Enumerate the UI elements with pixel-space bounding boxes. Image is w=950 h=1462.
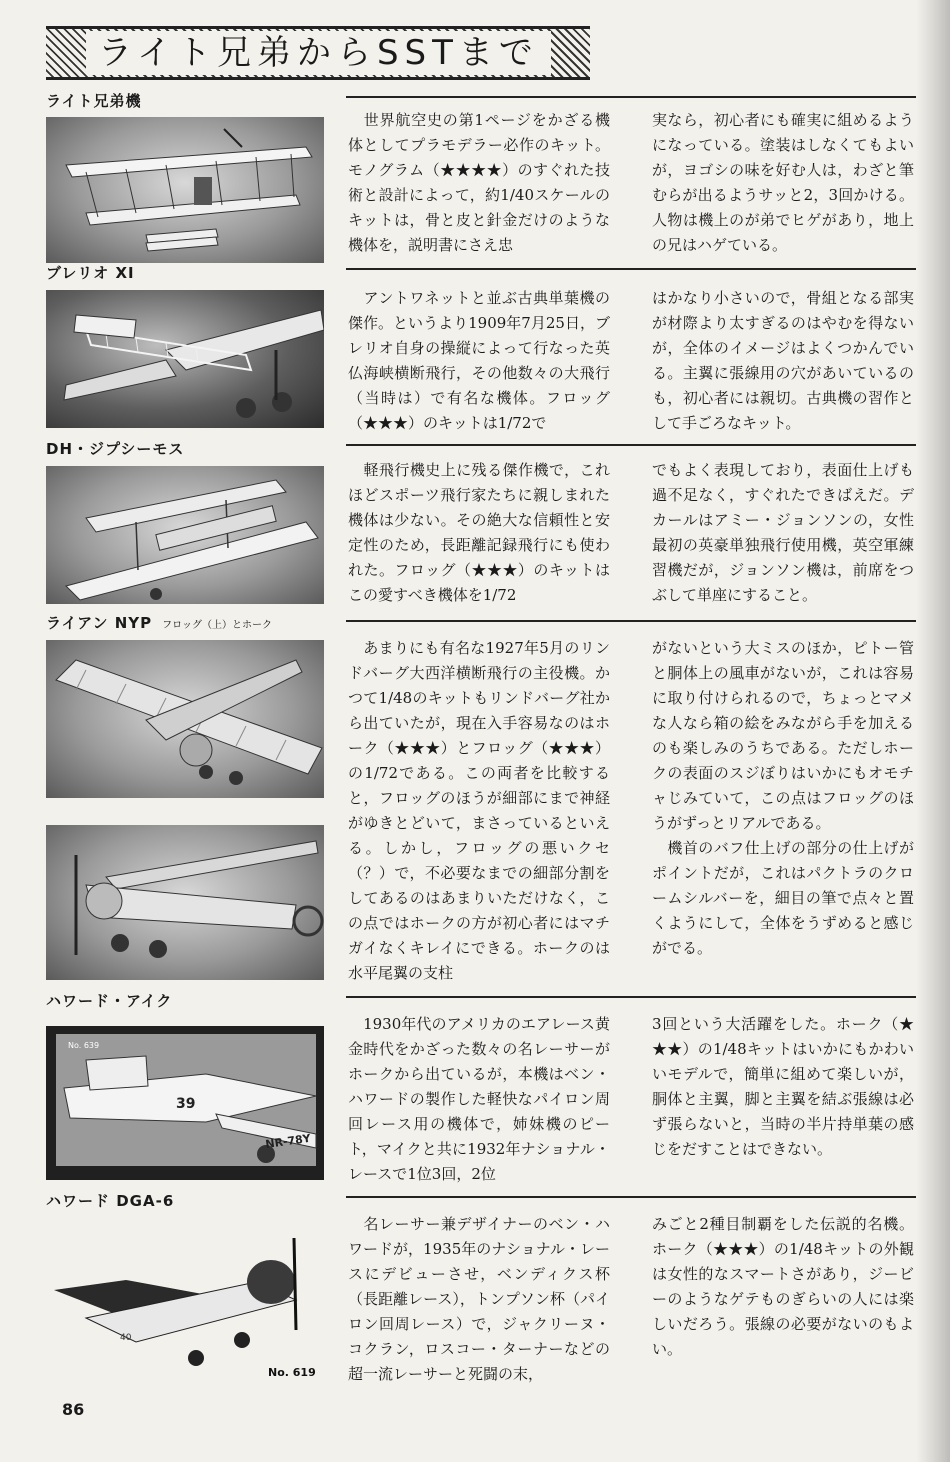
text-col-1: 軽飛行機史上に残る傑作機で，これほどスポーツ飛行家たちに親しまれた機体は少ない。その絶大な信頼性と安定性のため，長距離記録飛行にも使われた。フロッグ（★★★）のキットはこの愛すべき機体を1/72: [348, 461, 610, 604]
photo-howard-dga6: [46, 1230, 324, 1380]
caption-howard-ike: ハワード・アイク: [46, 992, 173, 1010]
text-col-1: 名レーサー兼デザイナーのベン・ハワードが，1935年のナショナル・レースにデビューさせ，ベンディクス杯（長距離レース），トンプソン杯（パイロン回周レース）で，ジャクリーヌ・コクラン，ロスコー・ターナーなどの超一流レーサーと死闘の末，: [348, 1215, 610, 1383]
photo-bleriot: [46, 290, 324, 428]
text-col-2: でもよく表現しており，表面仕上げも過不足なく，すぐれたできばえだ。デカールはアミー・ジョンソンの，女性最初の英豪単独飛行使用機，英空軍練習機だが，ジョンソン機は，前席をつぶして単座にすること。: [652, 461, 914, 604]
photo-label: No. 639: [68, 1041, 100, 1050]
caption-wright-flyer: ライト兄弟機: [46, 92, 142, 110]
photo-label: No. 619: [268, 1366, 316, 1379]
text-col-2: 実なら，初心者にも確実に組めるようになっている。塗装はしなくてもよいが，ヨゴシの味を好む人は，わざと筆むらが出るようサッと2，3回かける。人物は機上のが弟でヒゲがあり，地上の兄はハゲている。: [652, 111, 914, 254]
photo-ryan-nyp-frog: [46, 640, 324, 798]
text-col-1: あまりにも有名な1927年5月のリンドバーグ大西洋横断飛行の主役機。かつて1/48のキットもリンドバーグ社から出ていたが，現在入手容易なのはホーク（★★★）とフロッグ（★★★）の1/72である。この両者を比較すると，フロッグのほうが細部にまで神経がゆきとどいて，まさっているといえる。しかし，フロッグの悪いクセ（？）で，不必要なまでの細部分割をしてあるのはあまりいただけなく，この点ではホークの方が初心者にはマチガイなくキレイにできる。ホークのは水平尾翼の支柱: [348, 639, 610, 982]
section-rule: [346, 268, 916, 270]
race-number: 40: [120, 1333, 132, 1343]
caption-gipsy-moth: DH・ジプシーモス: [46, 440, 185, 458]
caption-text: ライアン NYP: [46, 614, 153, 632]
text-col-2: がないという大ミスのほか，ピトー管と胴体上の風車がないが，これは容易に取り付けられるので，ちょっとマメな人なら箱の絵をみながら手を加えるのも楽しみのうちである。ただしホークの表面のスジぼりはいかにもオモチャじみていて，この点はフロッグのほうがずっとリアルである。 機首のバフ仕上げの部分の仕上げがポイントだが，これはパクトラのクロームシルバーを，細目の筆で点々と置くようにして，全体をうずめると感じがでる。: [652, 639, 914, 957]
caption-ryan-nyp: [46, 612, 272, 633]
monoplane-illustration: [46, 825, 324, 980]
photo-wright-flyer: [46, 117, 324, 263]
section-rule: [346, 444, 916, 446]
page-title: ライト兄弟からSSTまで: [86, 31, 551, 75]
monoplane-illustration: [46, 640, 324, 798]
caption-note: フロッグ（上）とホーク: [162, 620, 272, 631]
photo-gipsy-moth: [46, 466, 324, 604]
text-col-1: アントワネットと並ぶ古典単葉機の傑作。というより1909年7月25日，ブレリオ自身の操縦によって行なった英仏海峡横断飛行，その他数々の大飛行（当時は）で有名な機体。フロッグ（★★★）のキットは1/72で: [348, 289, 610, 432]
title-banner: [46, 26, 590, 80]
section-rule: [346, 1196, 916, 1198]
caption-bleriot: ブレリオ XI: [46, 264, 135, 282]
racer-illustration: [46, 1230, 324, 1380]
biplane-illustration: [46, 117, 324, 263]
page-number: 86: [62, 1400, 85, 1419]
section-rule: [346, 620, 916, 622]
biplane-illustration: [46, 466, 324, 604]
racer-illustration: [46, 1026, 324, 1180]
monoplane-illustration: [46, 290, 324, 428]
page-edge-shadow: [916, 0, 950, 1462]
text-col-2: はかなり小さいので，骨組となる部実が材際より太すぎるのはやむを得ないが，全体のイメージはよくつかんでいる。主翼に張線用の穴があいているのも，初心者には親切。古典機の習作として手ごろなキット。: [652, 289, 914, 432]
photo-howard-ike: [46, 1026, 324, 1180]
race-number: 39: [176, 1096, 196, 1112]
text-col-1: 世界航空史の第1ページをかざる機体としてプラモデラー必作のキット。モノグラム（★★★★）のすぐれた技術と設計によって，約1/40スケールのキットは，骨と皮と針金だけのような機体を，説明書にさえ忠: [348, 111, 610, 254]
section-rule: [346, 96, 916, 98]
registration-mark: NR-78Y: [264, 1131, 312, 1151]
caption-howard-dga6: ハワード DGA-6: [46, 1192, 175, 1210]
section-rule: [346, 996, 916, 998]
text-col-2: みごと2種目制覇をした伝説的名機。ホーク（★★★）の1/48キットの外観は女性的なスマートさがあり，ジービーのようなゲテものぎらいの人には楽しいだろう。張線の必要がないのもよい。: [652, 1215, 914, 1358]
photo-ryan-nyp-hawk: [46, 825, 324, 980]
text-col-2: 3回という大活躍をした。ホーク（★★★）の1/48キットはいかにもかわいいモデルで，簡単に組めて楽しいが，胴体と主翼，脚と主翼を結ぶ張線は必ず張らないと，当時の半片持単葉の感じをだすことはできない。: [652, 1015, 914, 1158]
text-col-1: 1930年代のアメリカのエアレース黄金時代をかざった数々の名レーサーがホークから出ているが，本機はベン・ハワードの製作した軽快なパイロン周回レース用の機体で，姉妹機のピート，マイクと共に1932年ナショナル・レースで1位3回，2位: [348, 1015, 610, 1183]
